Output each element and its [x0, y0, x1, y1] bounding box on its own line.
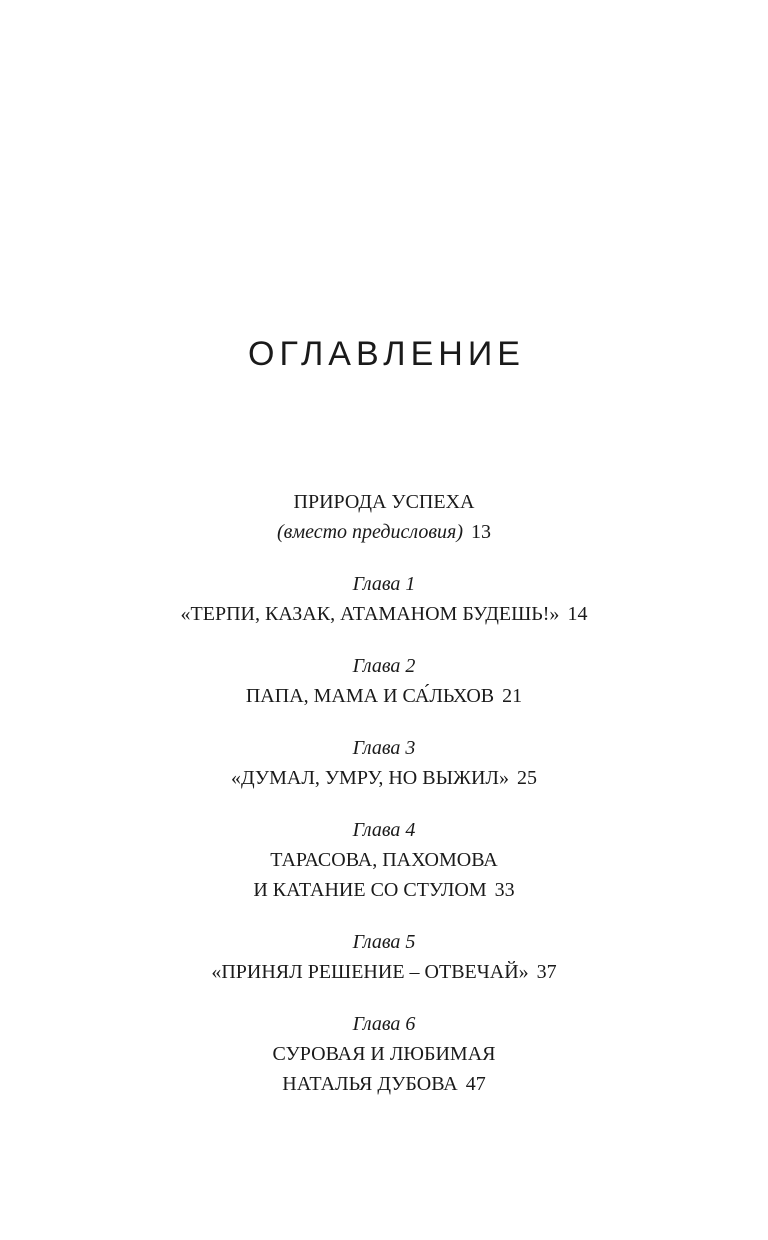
toc-entry-title: «ТЕРПИ, КАЗАК, АТАМАНОМ БУДЕШЬ!» [180, 603, 560, 625]
toc-page-number: 37 [536, 961, 557, 983]
toc-entry-last-line [0, 763, 768, 793]
toc-entry-title: И КАТАНИЕ СО СТУЛОМ [253, 879, 487, 901]
toc-entry-note: (вместо предисловия) [276, 521, 463, 543]
toc-entry-chapter-4 [0, 815, 768, 905]
toc-chapter-label: Глава 4 [352, 819, 416, 841]
toc-entry-chapter-6 [0, 1009, 768, 1099]
toc-entry-title: ПАПА, МАМА И СА́ЛЬХОВ [245, 685, 495, 707]
toc-entry-last-line [0, 681, 768, 711]
page-title: ОГЛАВЛЕНИЕ [248, 335, 525, 373]
toc-entry-chapter-5 [0, 927, 768, 987]
toc-entry-title: «ПРИНЯЛ РЕШЕНИЕ – ОТВЕЧАЙ» [211, 961, 529, 983]
toc-page-number: 13 [471, 521, 491, 543]
toc-page-number: 14 [567, 603, 588, 625]
toc-entry-title: ПРИРОДА УСПЕХА [293, 491, 475, 513]
toc-page-number: 21 [502, 685, 523, 707]
toc-entry-chapter-2 [0, 651, 768, 711]
toc-entry-title-line: ТАРАСОВА, ПАХОМОВА [270, 849, 498, 871]
toc-entry-last-line [0, 599, 768, 629]
toc-chapter-label: Глава 2 [352, 655, 416, 677]
toc-page-number: 25 [516, 767, 537, 789]
toc-entry-title: НАТАЛЬЯ ДУБОВА [282, 1073, 458, 1095]
toc-entry-title: «ДУМАЛ, УМРУ, НО ВЫЖИЛ» [231, 767, 509, 789]
toc-chapter-label: Глава 3 [352, 737, 416, 759]
toc-entry-last-line [0, 1069, 768, 1099]
toc-entry-preface [0, 487, 768, 547]
toc-entry-last-line [0, 957, 768, 987]
toc-entry-title-line: СУРОВАЯ И ЛЮБИМАЯ [272, 1043, 496, 1065]
toc-chapter-label: Глава 6 [352, 1013, 416, 1035]
toc-entry-chapter-3 [0, 733, 768, 793]
toc-entry-chapter-1 [0, 569, 768, 629]
toc-chapter-label: Глава 5 [352, 931, 416, 953]
toc-entry-last-line [0, 875, 768, 905]
table-of-contents [0, 487, 768, 1121]
toc-page-number: 33 [494, 879, 515, 901]
toc-page-number: 47 [465, 1073, 486, 1095]
toc-chapter-label: Глава 1 [352, 573, 416, 595]
toc-entry-last-line [0, 517, 768, 547]
